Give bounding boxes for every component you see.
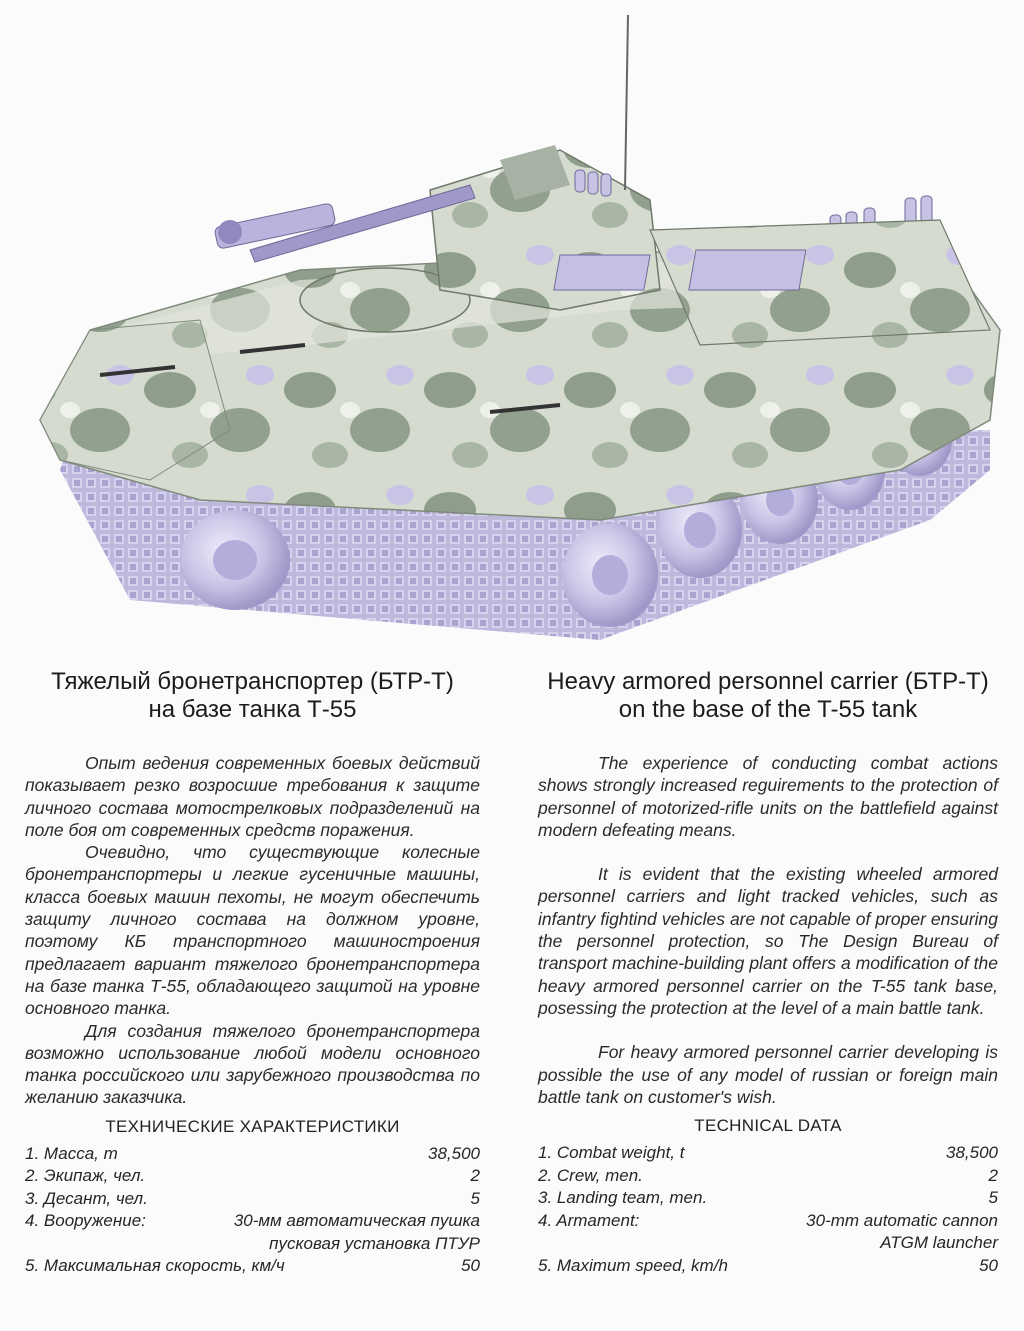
en-body [538, 752, 998, 1108]
spec-label: 3. Landing team, men. [538, 1188, 708, 1208]
spec-value: 38,500 [428, 1143, 480, 1163]
spec-row-continued [538, 1232, 998, 1255]
spec-row [538, 1165, 998, 1188]
spec-row [25, 1165, 480, 1188]
spec-value: 30-мм автоматическая пушка [233, 1211, 480, 1231]
russian-column [25, 668, 480, 1278]
en-spec-title: TECHNICAL DATA [694, 1116, 842, 1136]
ru-title [25, 668, 480, 724]
spec-value: 5 [470, 1188, 480, 1208]
spec-row [538, 1210, 998, 1233]
spec-label: 5. Максимальная скорость, км/ч [25, 1256, 285, 1276]
english-column [538, 668, 998, 1277]
ru-paragraph: Очевидно, что существующие колесные бронетранспортеры и легкие гусеничные машины, класса боевых машин пехоты, не могут обеспечить защиту личного состава на должном уровне, поэтому КБ транспортного машиностроения предлагает вариант тяжелого бронетранспортера на базе танка Т-55, обладающего защитой на уровне основного танка. [25, 842, 480, 1019]
spec-label: 2. Экипаж, чел. [25, 1166, 146, 1186]
en-title [538, 668, 998, 724]
spec-value: 2 [988, 1165, 998, 1185]
spec-value: 30-mm automatic cannon [806, 1210, 998, 1230]
spec-row [25, 1188, 480, 1211]
spec-row [25, 1143, 480, 1166]
spec-row [538, 1187, 998, 1210]
spec-label: 4. Вооружение: [25, 1211, 146, 1231]
spec-row [25, 1210, 480, 1233]
en-title-line1: Heavy armored personnel carrier (БТР-Т) [547, 668, 989, 695]
spec-value: ATGM launcher [880, 1233, 998, 1253]
spec-row [538, 1142, 998, 1165]
spec-row [538, 1255, 998, 1278]
vehicle-illustration [0, 0, 1024, 660]
spec-value: 2 [470, 1166, 480, 1186]
spec-label: 3. Десант, чел. [25, 1188, 148, 1208]
spec-value: 50 [979, 1255, 998, 1275]
en-paragraph: The experience of conducting combat actions shows strongly increased reguirements to the protection of personnel of motorized-rifle units on the battlefield against modern defeating means. [538, 753, 998, 840]
spec-label: 5. Maximum speed, km/h [538, 1255, 728, 1275]
spec-label: 4. Armament: [538, 1210, 640, 1230]
btr-t-vehicle-image [0, 0, 1024, 660]
spec-value: 50 [461, 1256, 480, 1276]
ru-body [25, 752, 480, 1109]
en-paragraph: For heavy armored personnel carrier developing is possible the use of any model of russian or foreign main battle tank on customer's wish. [538, 1042, 998, 1107]
spec-label: 1. Combat weight, t [538, 1143, 685, 1163]
en-paragraph: It is evident that the existing wheeled armored personnel carriers and light tracked vehicles, such as infantry fightind vehicles are not capable of proper ensuring the personnel protection, so The Design Bureau of transport machine-building plant offers a modification of the heavy armored personnel carrier on the T-55 tank base, posessing the protection at the level of a main battle tank. [538, 864, 998, 1018]
ru-spec-title: ТЕХНИЧЕСКИЕ ХАРАКТЕРИСТИКИ [105, 1116, 400, 1136]
spec-label: 1. Масса, т [25, 1143, 118, 1163]
ru-paragraph: Для создания тяжелого бронетранспортера возможно использование любой модели основного танка российского или зарубежного производства по желанию заказчика. [25, 1020, 480, 1108]
en-spec-table [538, 1142, 998, 1277]
spec-value: 5 [988, 1188, 998, 1208]
spec-row [25, 1255, 480, 1278]
spec-row-continued [25, 1233, 480, 1256]
spec-value: пусковая установка ПТУР [269, 1233, 480, 1253]
ru-paragraph: Опыт ведения современных боевых действий показывает резко возросшие требования к защите личного состава мотострелковых подразделений на поле боя от современных средств поражения. [25, 753, 480, 840]
ru-spec-table [25, 1143, 480, 1278]
spec-label: 2. Crew, men. [538, 1165, 643, 1185]
ru-title-line1: Тяжелый бронетранспортер (БТР-Т) [51, 668, 454, 695]
ru-title-line2: на базе танка Т-55 [148, 696, 357, 723]
en-title-line2: on the base of the T-55 tank [618, 696, 918, 723]
spec-value: 38,500 [946, 1143, 998, 1163]
